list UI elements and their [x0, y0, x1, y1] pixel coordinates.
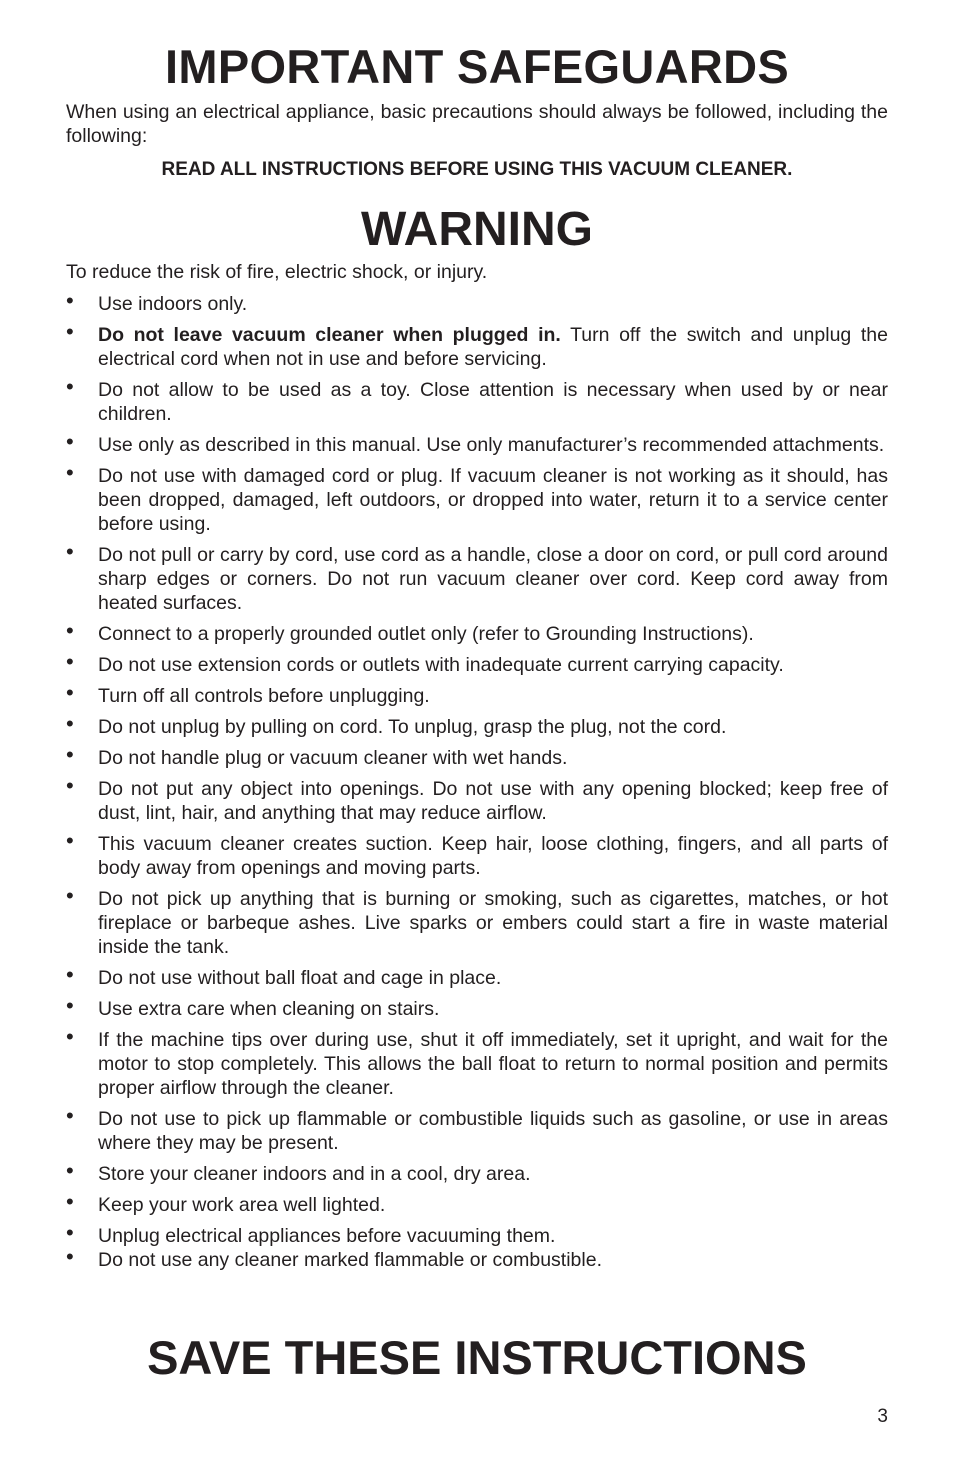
bullet-icon: • [66, 962, 74, 987]
warning-list-item [66, 539, 888, 615]
bullet-icon: • [66, 429, 74, 454]
bullet-icon: • [66, 374, 74, 399]
warning-list-item [66, 1103, 888, 1155]
warning-intro: To reduce the risk of fire, electric shock, or injury. [66, 261, 488, 283]
warning-item-text: Do not unplug by pulling on cord. To unplug, grasp the plug, not the cord. [98, 716, 727, 738]
page-number: 3 [877, 1406, 888, 1427]
bullet-icon: • [66, 773, 74, 798]
warning-heading: WARNING [361, 203, 593, 256]
warning-item-text: This vacuum cleaner creates suction. Keep hair, loose clothing, fingers, and all parts of body away from openings and moving parts. [98, 833, 888, 879]
save-instructions-heading: SAVE THESE INSTRUCTIONS [147, 1331, 807, 1384]
warning-item-text: Do not use without ball float and cage in place. [98, 967, 502, 989]
page-title: IMPORTANT SAFEGUARDS [165, 40, 789, 93]
warning-list-item [66, 883, 888, 959]
warning-item-text: Do not pull or carry by cord, use cord as a handle, close a door on cord, or pull cord around sharp edges or corners. Do not run vacuum cleaner over cord. Keep cord away from heated surfaces. [98, 544, 888, 614]
warning-item-text: Do not use any cleaner marked flammable or combustible. [98, 1249, 602, 1271]
manual-page [66, 0, 888, 1427]
bullet-icon: • [66, 1158, 74, 1183]
bullet-icon: • [66, 618, 74, 643]
warning-list-item [66, 680, 888, 708]
warning-item-text: Do not use extension cords or outlets with inadequate current carrying capacity. [98, 654, 784, 676]
bullet-icon: • [66, 711, 74, 736]
warning-item-text: Do not use to pick up flammable or combustible liquids such as gasoline, or use in areas where they may be present. [98, 1108, 888, 1154]
bullet-icon: • [66, 742, 74, 767]
warning-list-item [66, 429, 888, 457]
warning-list-item [66, 649, 888, 677]
bullet-icon: • [66, 1220, 74, 1245]
bullet-icon: • [66, 1024, 74, 1049]
warning-item-text: Keep your work area well lighted. [98, 1194, 386, 1216]
warning-item-text: Store your cleaner indoors and in a cool, dry area. [98, 1163, 531, 1185]
warning-item-emphasis: Do not leave vacuum cleaner when plugged in. [98, 324, 561, 346]
warning-list-item [66, 460, 888, 536]
warning-item-text: Do not use with damaged cord or plug. If vacuum cleaner is not working as it should, has been dropped, damaged, left outdoors, or dropped into water, return it to a service center before using. [98, 465, 888, 535]
intro-paragraph: When using an electrical appliance, basic precautions should always be followed, including the following: [66, 101, 888, 147]
warning-list-item [66, 828, 888, 880]
warning-item-text: Do not put any object into openings. Do not use with any opening blocked; keep free of dust, lint, hair, and anything that may reduce airflow. [98, 778, 888, 824]
bullet-icon: • [66, 319, 74, 344]
warning-list-item [66, 711, 888, 739]
bullet-icon: • [66, 1103, 74, 1128]
bullet-icon: • [66, 288, 74, 313]
warning-list-item [66, 1024, 888, 1100]
warning-list-item [66, 1220, 888, 1248]
warning-item-text: Use indoors only. [98, 293, 248, 315]
warning-list-item [66, 288, 888, 316]
warning-item-text: Connect to a properly grounded outlet only (refer to Grounding Instructions). [98, 623, 754, 645]
warning-item-text: Unplug electrical appliances before vacuuming them. [98, 1225, 556, 1247]
warning-list-item [66, 962, 888, 990]
warning-list-item [66, 374, 888, 426]
read-all-instructions-notice: READ ALL INSTRUCTIONS BEFORE USING THIS VACUUM CLEANER. [161, 159, 793, 180]
warning-list-item [66, 1158, 888, 1186]
bullet-icon: • [66, 993, 74, 1018]
warning-list-item [66, 1189, 888, 1217]
warning-item-text: Do not allow to be used as a toy. Close attention is necessary when used by or near children. [98, 379, 888, 425]
bullet-icon: • [66, 883, 74, 908]
bullet-icon: • [66, 539, 74, 564]
warning-item-text: Do not pick up anything that is burning or smoking, such as cigarettes, matches, or hot fireplace or barbeque ashes. Live sparks or embers could start a fire in waste material inside the tank. [98, 888, 888, 958]
warning-item-text: Turn off the switch and unplug the electrical cord when not in use and before servicing. [98, 324, 888, 370]
warning-list-item [66, 993, 888, 1021]
warning-item-text: If the machine tips over during use, shut it off immediately, set it upright, and wait for the motor to stop completely. This allows the ball float to return to normal position and permits proper airflow through the cleaner. [98, 1029, 888, 1099]
warning-item-text: Turn off all controls before unplugging. [98, 685, 430, 707]
warning-list-item [66, 1244, 888, 1272]
bullet-icon: • [66, 460, 74, 485]
warning-list-item [66, 742, 888, 770]
warning-item-text: Use only as described in this manual. Use only manufacturer’s recommended attachments. [98, 434, 885, 456]
bullet-icon: • [66, 1189, 74, 1214]
warning-item-text: Use extra care when cleaning on stairs. [98, 998, 440, 1020]
bullet-icon: • [66, 828, 74, 853]
warning-list-item [66, 773, 888, 825]
bullet-icon: • [66, 680, 74, 705]
warning-list-item [66, 319, 888, 371]
warning-item-text: Do not handle plug or vacuum cleaner with wet hands. [98, 747, 568, 769]
warning-list [66, 288, 888, 1272]
bullet-icon: • [66, 649, 74, 674]
warning-list-item [66, 618, 888, 646]
bullet-icon: • [66, 1244, 74, 1269]
